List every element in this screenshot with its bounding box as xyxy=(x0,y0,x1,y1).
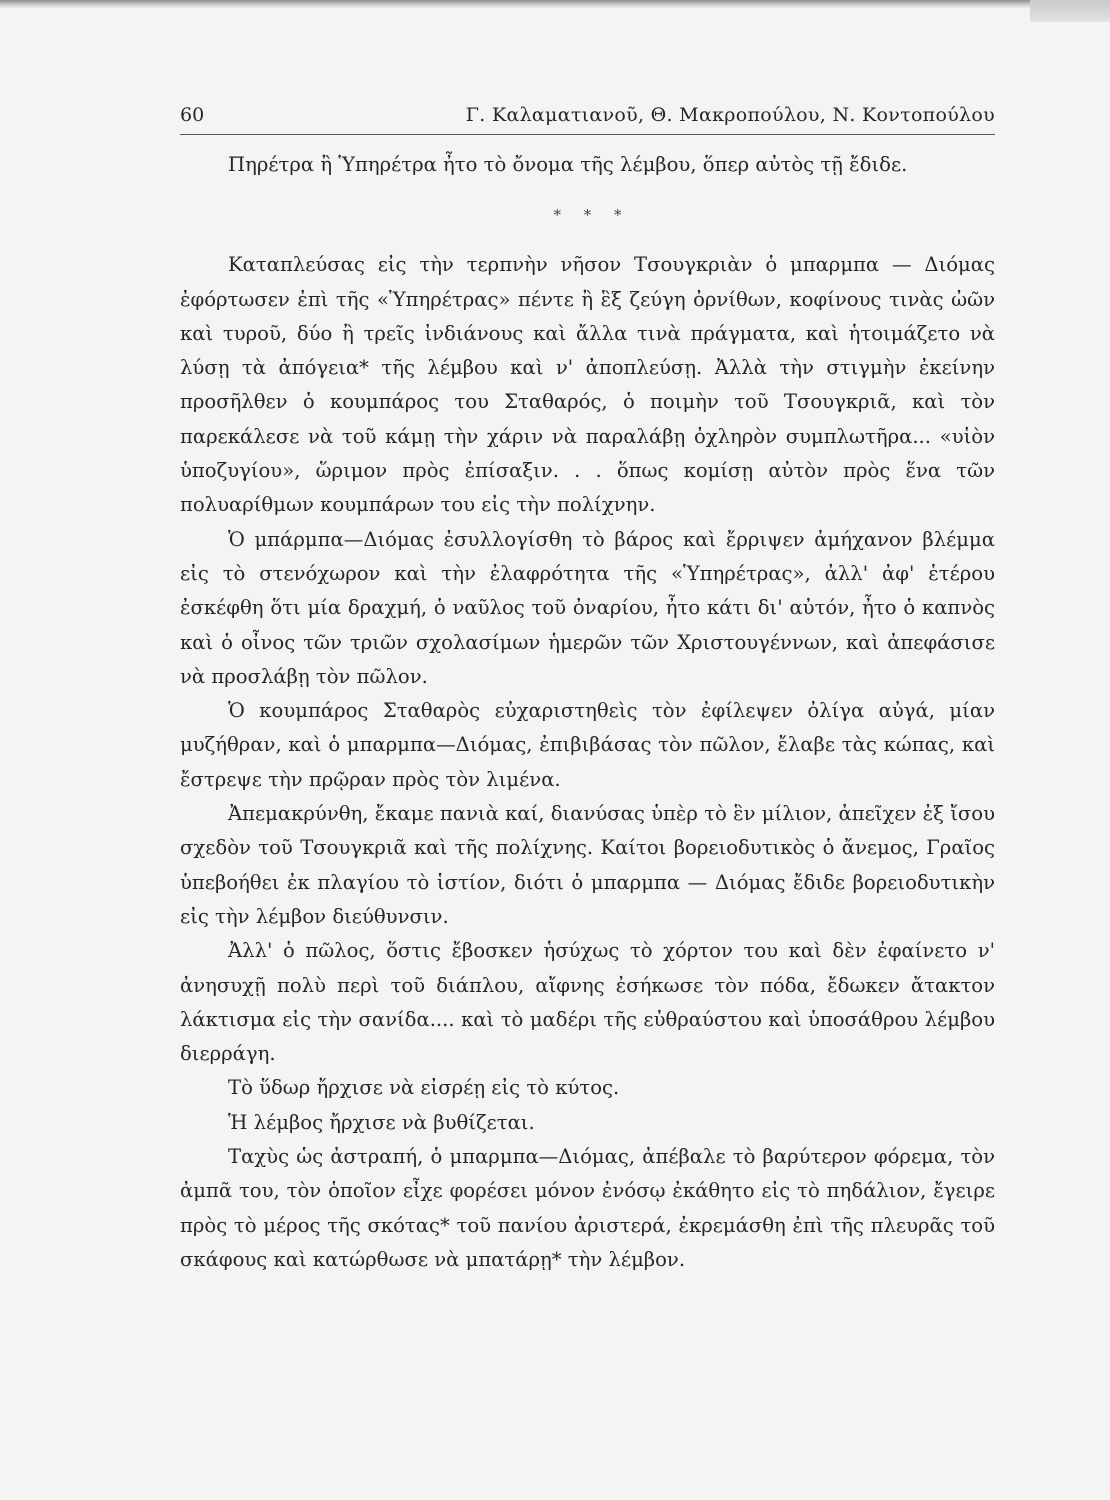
page-body xyxy=(180,148,995,1277)
paragraph: Καταπλεύσας εἰς τὴν τερπνὴν νῆσον Τσουγκριὰν ὁ μπαρμπα — Διόμας ἐφόρτωσεν ἐπὶ τῆς «Ὑπηρέτρας» πέντε ἢ ἓξ ζεύγη ὀρνίθων, κοφίνους τινὰς ὠῶν καὶ τυροῦ, δύο ἢ τρεῖς ἰνδιάνους καὶ ἄλλα τινὰ πράγματα, καὶ ἡτοιμάζετο νὰ λύσῃ τὰ ἀπόγεια* τῆς λέμβου καὶ ν' ἀποπλεύσῃ. Ἀλλὰ τὴν στιγμὴν ἐκείνην προσῆλθεν ὁ κουμπάρος του Σταθαρός, ὁ ποιμὴν τοῦ Τσουγκριᾶ, καὶ τὸν παρεκάλεσε νὰ τοῦ κάμῃ τὴν χάριν νὰ παραλάβῃ ὀχληρὸν συμπλωτῆρα... «υἱὸν ὑποζυγίου», ὥριμον πρὸς ἐπίσαξιν. . . ὅπως κομίσῃ αὐτὸν πρὸς ἕνα τῶν πολυαρίθμων κουμπάρων του εἰς τὴν πολίχνην. xyxy=(180,253,995,517)
paragraph: Ἀπεμακρύνθη, ἔκαμε πανιὰ καί, διανύσας ὑπὲρ τὸ ἓν μίλιον, ἀπεῖχεν ἐξ ἴσου σχεδὸν τοῦ Τσουγκριᾶ καὶ τῆς πολίχνης. Καίτοι βορειοδυτικὸς ὁ ἄνεμος, Γραῖος ὑπεβοήθει ἐκ πλαγίου τὸ ἱστίον, διότι ὁ μπαρμπα — Διόμας ἔδιδε βορειοδυτικὴν εἰς τὴν λέμβον διεύθυνσιν. xyxy=(180,802,995,928)
paragraph: Πηρέτρα ἢ Ὑπηρέτρα ἦτο τὸ ὄνομα τῆς λέμβου, ὅπερ αὐτὸς τῇ ἔδιδε. xyxy=(228,153,908,176)
paragraph: Τὸ ὕδωρ ἤρχισε νὰ εἰσρέῃ εἰς τὸ κύτος. xyxy=(228,1076,620,1100)
running-head: Γ. Καλαματιανοῦ, Θ. Μακροπούλου, Ν. Κοντοπούλου xyxy=(465,104,995,126)
paragraph: Ὁ κουμπάρος Σταθαρὸς εὐχαριστηθεὶς τὸν ἐφίλεψεν ὀλίγα αὐγά, μίαν μυζήθραν, καὶ ὁ μπαρμπα—Διόμας, ἐπιβιβάσας τὸν πῶλον, ἔλαβε τὰς κώπας, καὶ ἔστρεψε τὴν πρῷραν πρὸς τὸν λιμένα. xyxy=(180,699,995,791)
section-separator: * * * xyxy=(553,206,631,225)
paragraph: Ὁ μπάρμπα—Διόμας ἐσυλλογίσθη τὸ βάρος καὶ ἔρριψεν ἀμήχανον βλέμμα εἰς τὸ στενόχωρον καὶ τὴν ἐλαφρότητα τῆς «Ὑπηρέτρας», ἀλλ' ἀφ' ἑτέρου ἐσκέφθη ὅτι μία δραχμή, ὁ ναῦλος τοῦ ὀναρίου, ἦτο κάτι δι' αὐτόν, ἦτο ὁ καπνὸς καὶ ὁ οἶνος τῶν τριῶν σχολασίμων ἡμερῶν τῶν Χριστουγέννων, καὶ ἀπεφάσισε νὰ προσλάβῃ τὸν πῶλον. xyxy=(180,527,995,688)
paragraph: Ἀλλ' ὁ πῶλος, ὅστις ἔβοσκεν ἡσύχως τὸ χόρτον του καὶ δὲν ἐφαίνετο ν' ἀνησυχῇ πολὺ περὶ τοῦ διάπλου, αἴφνης ἐσήκωσε τὸν πόδα, ἔδωκεν ἄτακτον λάκτισμα εἰς τὴν σανίδα.... καὶ τὸ μαδέρι τῆς εὐθραύστου καὶ ὑποσάθρου λέμβου διερράγη. xyxy=(180,939,995,1066)
scan-top-edge xyxy=(0,0,1110,8)
scan-corner-shadow xyxy=(1030,0,1110,22)
page-header xyxy=(180,100,995,135)
paragraph: Ταχὺς ὡς ἀστραπή, ὁ μπαρμπα—Διόμας, ἀπέβαλε τὸ βαρύτερον φόρεμα, τὸν ἀμπᾶ του, τὸν ὁποῖον εἶχε φορέσει μόνον ἐνόσῳ ἐκάθητο εἰς τὸ πηδάλιον, ἔγειρε πρὸς τὸ μέρος τῆς σκότας* τοῦ πανίου ἀριστερά, ἐκρεμάσθη ἐπὶ τῆς πλευρᾶς τοῦ σκάφους καὶ κατώρθωσε νὰ μπατάρῃ* τὴν λέμβον. xyxy=(180,1145,995,1271)
page-number: 60 xyxy=(180,104,205,126)
paragraph: Ἡ λέμβος ἤρχισε νὰ βυθίζεται. xyxy=(228,1110,535,1134)
